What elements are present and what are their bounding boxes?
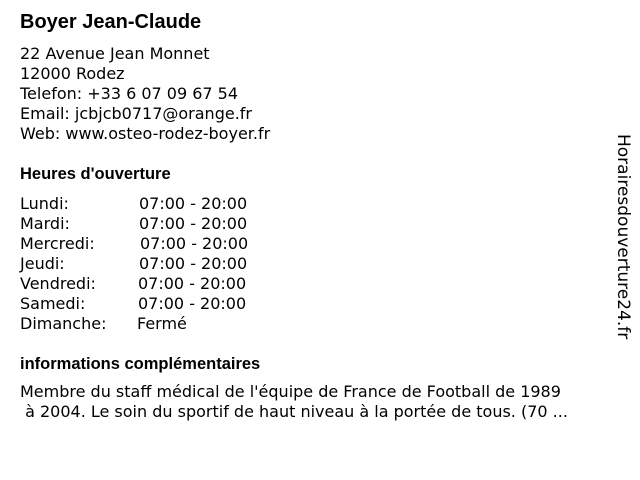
description-line-2: à 2004. Le soin du sportif de haut niveau à la portée de tous. (70 ... [20, 402, 568, 421]
time-value: 07:00 - 20:00 [139, 194, 248, 213]
hours-row-tuesday [20, 214, 320, 234]
day-label: Samedi: [20, 294, 86, 313]
email-address: Email: jcbjcb0717@orange.fr [20, 104, 252, 123]
time-value: 07:00 - 20:00 [139, 254, 248, 273]
contact-block [20, 44, 270, 144]
additional-info-text [20, 382, 625, 422]
time-value: 07:00 - 20:00 [138, 274, 247, 293]
opening-hours-table [20, 194, 320, 334]
phone-number: Telefon: +33 6 07 09 67 54 [20, 84, 239, 103]
day-label: Dimanche: [20, 314, 107, 333]
day-label: Vendredi: [20, 274, 96, 293]
address-city: 12000 Rodez [20, 64, 125, 83]
time-value: 07:00 - 20:00 [138, 294, 247, 313]
time-value: Fermé [137, 314, 187, 333]
website: Web: www.osteo-rodez-boyer.fr [20, 124, 271, 143]
business-name: Boyer Jean-Claude [20, 11, 202, 33]
site-watermark: Horairesdouverture24.fr [613, 134, 633, 340]
hours-row-friday [20, 274, 320, 294]
day-label: Mercredi: [20, 234, 95, 253]
hours-row-thursday [20, 254, 320, 274]
hours-row-sunday [20, 314, 320, 334]
day-label: Jeudi: [20, 254, 65, 273]
day-label: Lundi: [20, 194, 69, 213]
address-street: 22 Avenue Jean Monnet [20, 44, 210, 63]
additional-info-heading: informations complémentaires [20, 355, 261, 373]
hours-row-monday [20, 194, 320, 214]
description-line-1: Membre du staff médical de l'équipe de France de Football de 1989 [20, 382, 561, 401]
opening-hours-heading: Heures d'ouverture [20, 165, 171, 183]
hours-row-wednesday [20, 234, 320, 254]
time-value: 07:00 - 20:00 [139, 214, 248, 233]
day-label: Mardi: [20, 214, 70, 233]
time-value: 07:00 - 20:00 [140, 234, 249, 253]
hours-row-saturday [20, 294, 320, 314]
